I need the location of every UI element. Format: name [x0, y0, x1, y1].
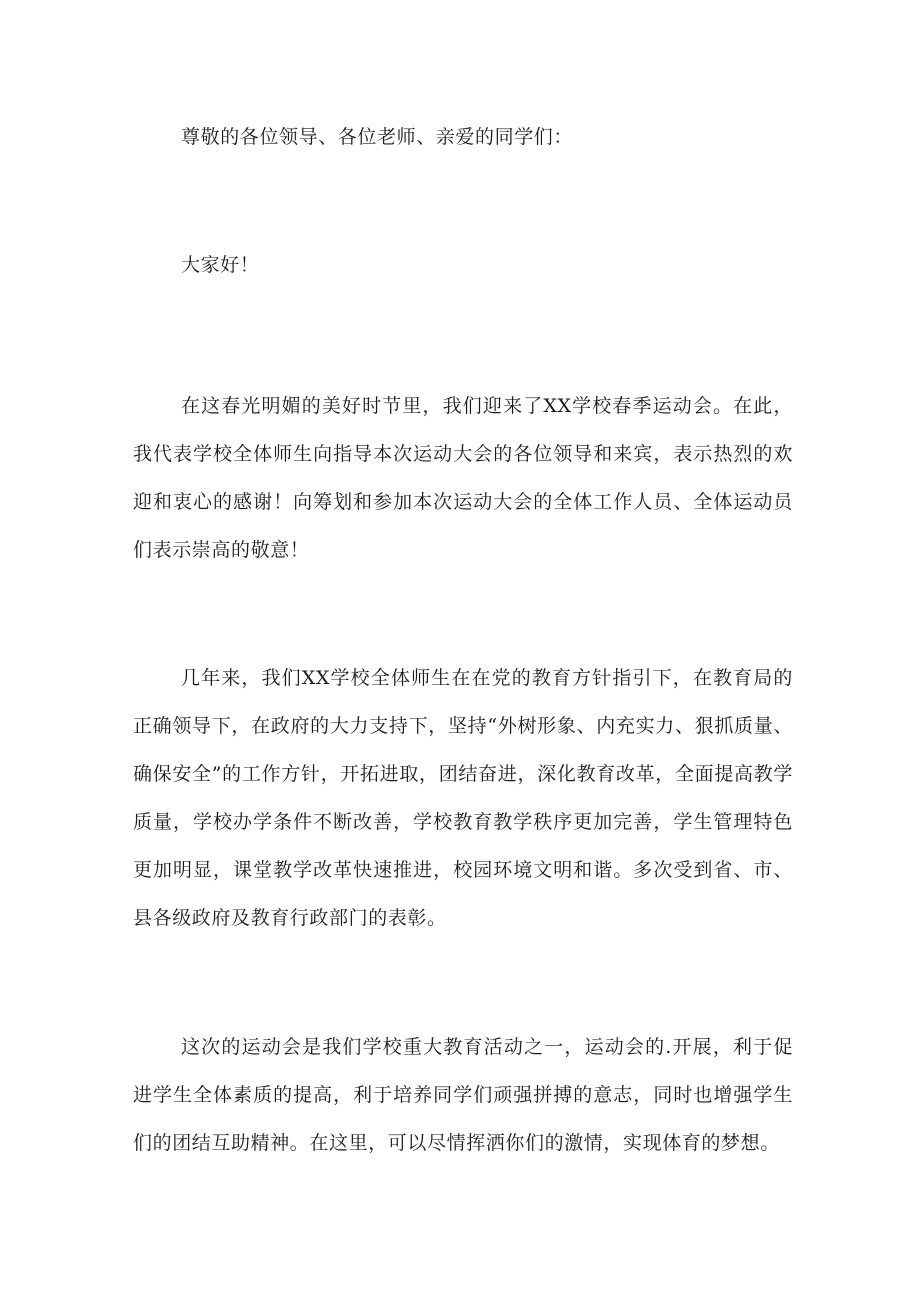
paragraph-sports-meet: 这次的运动会是我们学校重大教育活动之一，运动会的.开展，利于促进学生全体素质的提高，利于培养同学们顽强拼搏的意志，同时也增强学生们的团结互助精神。在这里，可以尽情挥洒你们的激情，实现体育的梦想。 — [133, 1036, 793, 1154]
paragraph-achievements: 几年来，我们XX学校全体师生在在党的教育方针指引下，在教育局的正确领导下，在政府的大力支持下，坚持“外树形象、内充实力、狠抓质量、确保安全”的工作方针，开拓进取，团结奋进，深化教育改革，全面提高教学质量，学校办学条件不断改善，学校教育教学秩序更加完善，学生管理特色更加明显，课堂教学改革快速推进，校园环境文明和谐。多次受到省、市、县各级政府及教育行政部门的表彰。 — [133, 667, 793, 929]
greeting-line: 大家好！ — [181, 254, 260, 276]
salutation: 尊敬的各位领导、各位老师、亲爱的同学们： — [181, 126, 574, 148]
paragraph-welcome: 在这春光明媚的美好时节里，我们迎来了XX学校春季运动会。在此，我代表学校全体师生向指导本次运动大会的各位领导和来宾，表示热烈的欢迎和衷心的感谢！向筹划和参加本次运动大会的全体工作人员、全体运动员们表示崇高的敬意！ — [133, 395, 793, 561]
